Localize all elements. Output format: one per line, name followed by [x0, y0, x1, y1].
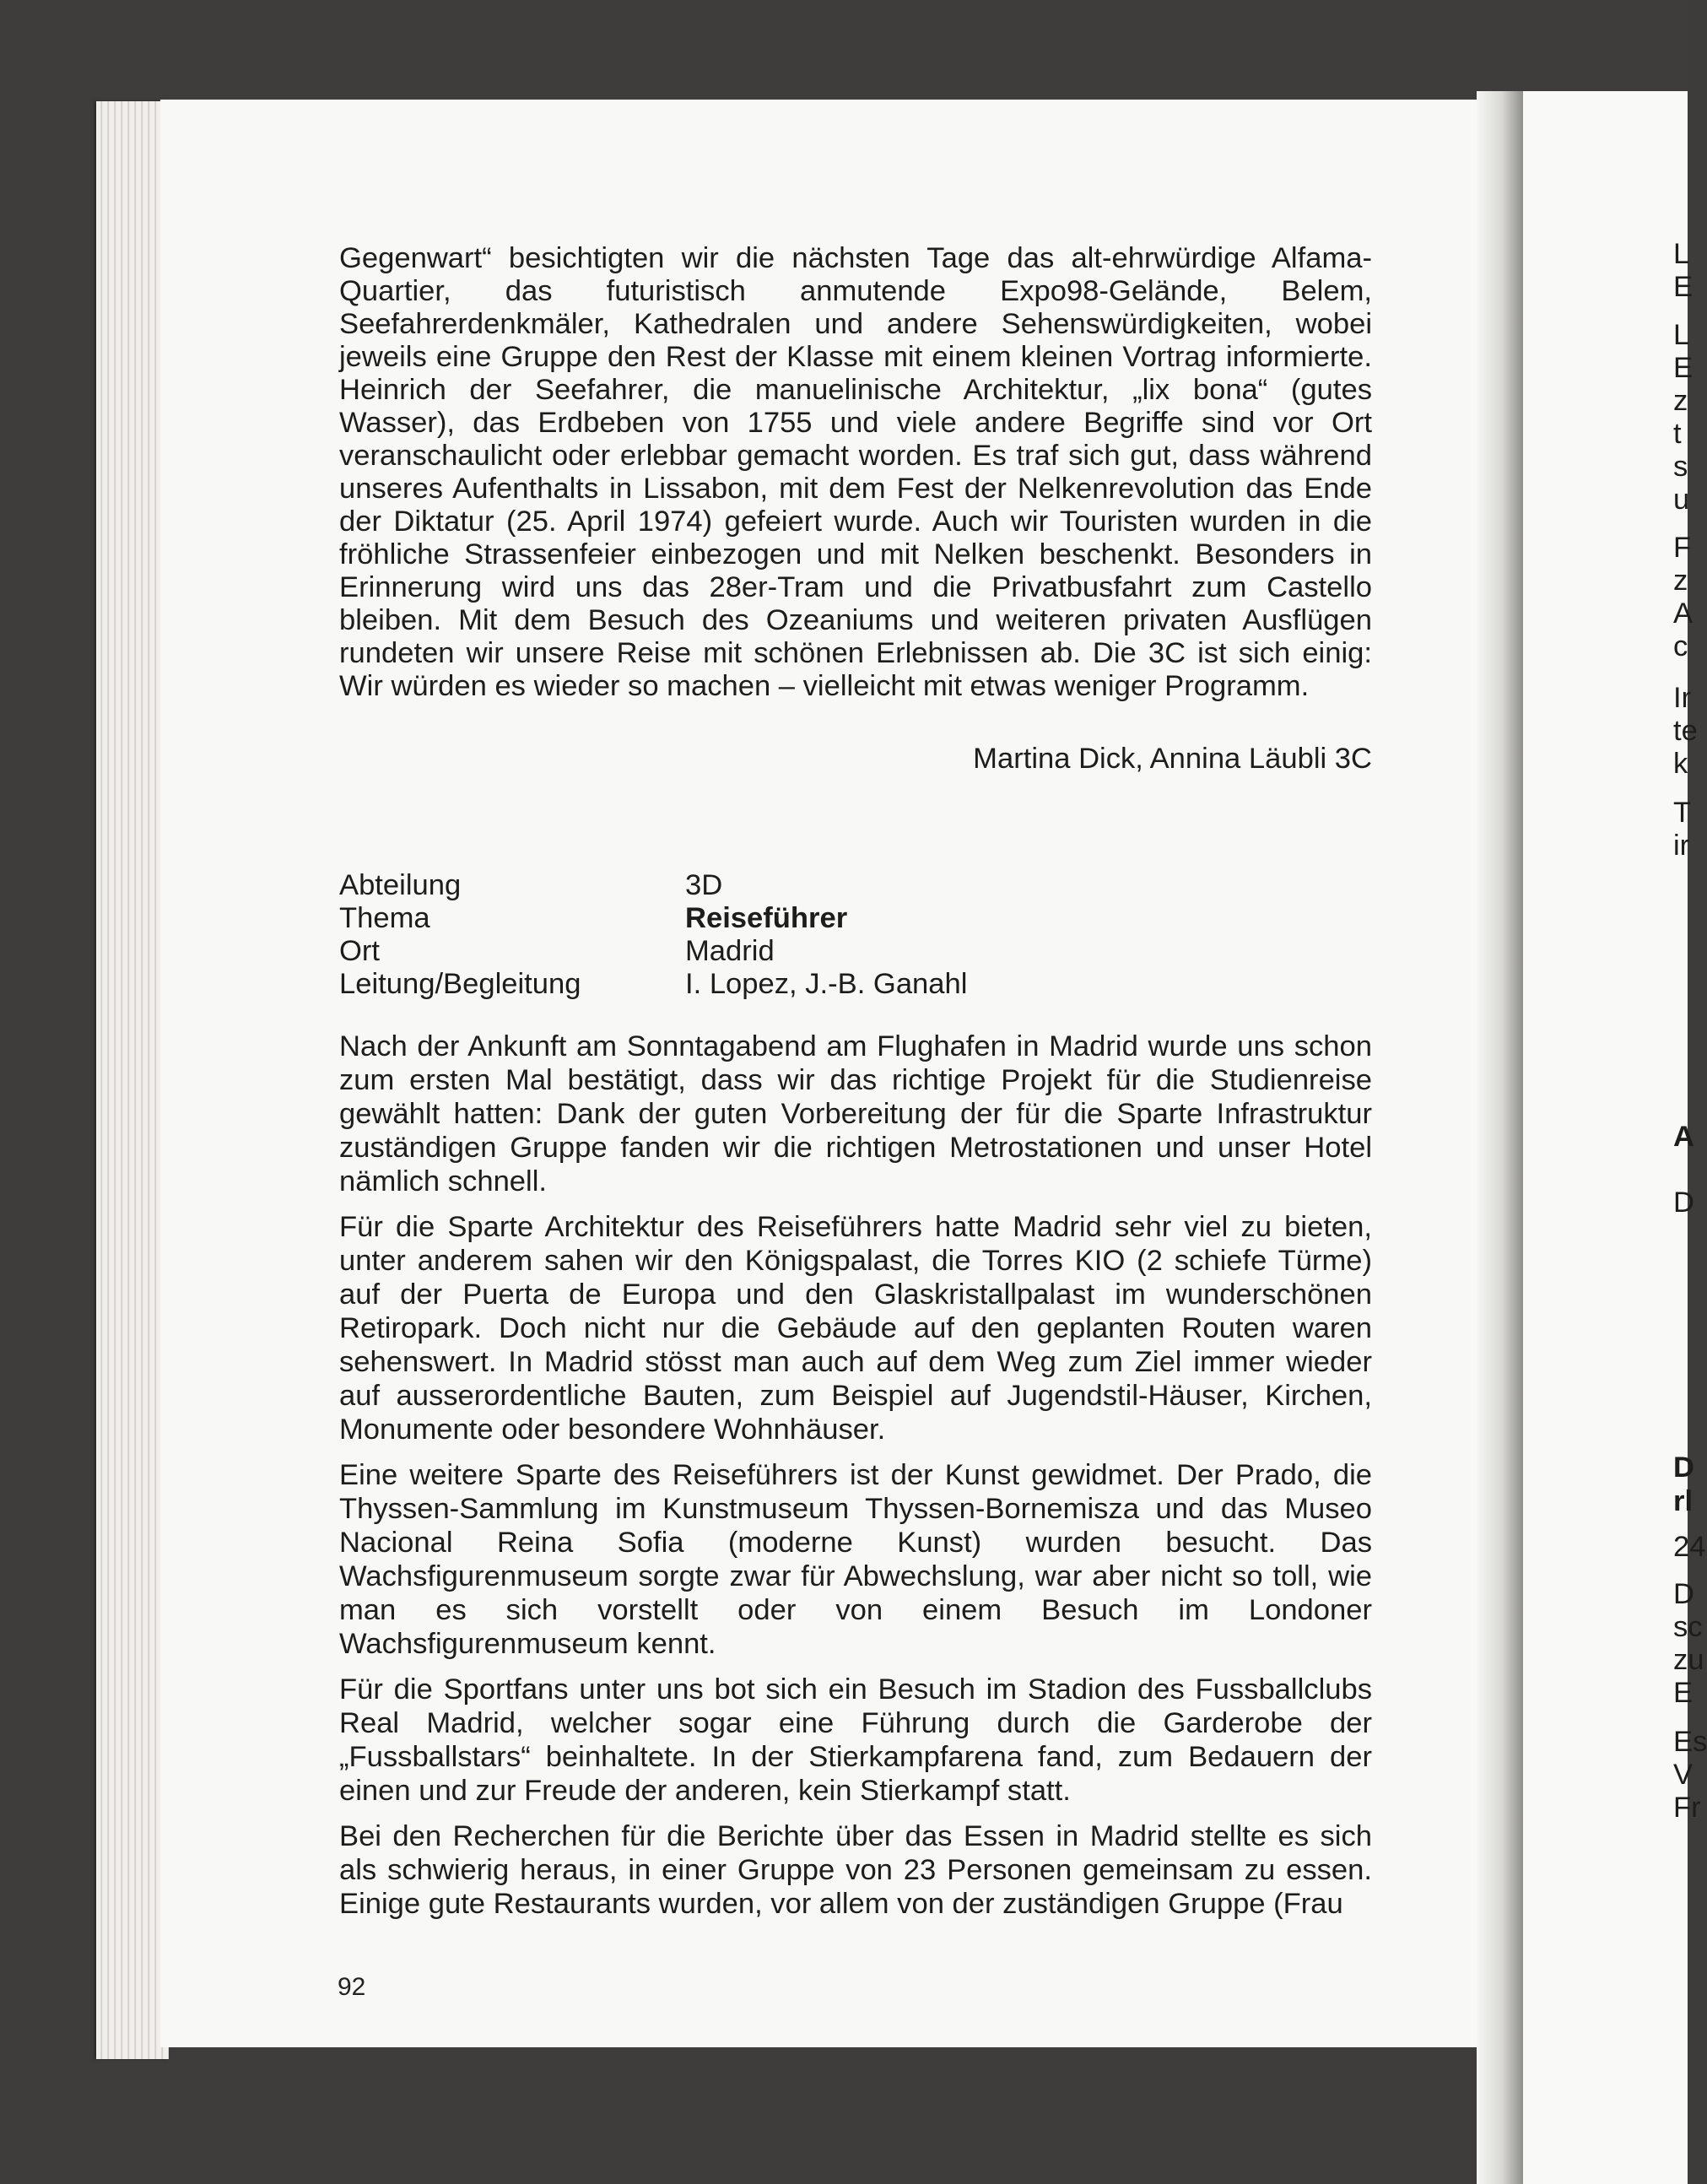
right-page-fragment: Ir — [1673, 682, 1692, 714]
meta-row-ort — [339, 935, 967, 968]
right-page-fragment: Fr — [1673, 1792, 1701, 1824]
right-page — [1523, 91, 1688, 2184]
report-paragraph: Für die Sportfans unter uns bot sich ein Besuch im Stadion des Fussballclubs Real Madrid, welcher sogar eine Führung durch die Garderobe der „Fussballstars“ beinhaltete. In der Stierkampfarena fand, zum Bedauern der einen und zur Freude der anderen, kein Stierkampf statt. — [339, 1673, 1372, 1807]
meta-value-title: Reiseführer — [685, 902, 848, 934]
right-page-fragment: t — [1673, 418, 1682, 450]
project-meta-table — [339, 869, 967, 1001]
right-page-fragment: rl — [1673, 1485, 1693, 1517]
meta-value: Madrid — [685, 935, 775, 967]
right-page-fragment: z — [1673, 385, 1688, 417]
report-paragraph: Nach der Ankunft am Sonntagabend am Flughafen in Madrid wurde uns schon zum ersten Mal bestätigt, dass wir das richtige Projekt für die Studienreise gewählt hatten: Dank der guten Vorbereitung der für die Sparte Infrastruktur zuständigen Gruppe fanden wir die richtigen Metrostationen und unser Hotel nämlich schnell. — [339, 1030, 1372, 1197]
meta-row-leitung — [339, 968, 967, 1001]
meta-label: Leitung/Begleitung — [339, 968, 581, 1000]
right-page-fragment: F — [1673, 532, 1692, 564]
report-paragraph: Für die Sparte Architektur des Reiseführers hatte Madrid sehr viel zu bieten, unter anderem sahen wir den Königspalast, die Torres KIO (2 schiefe Türme) auf der Puerta de Europa und den Glaskristallpalast im wunderschönen Retiropark. Doch nicht nur die Gebäude auf den geplanten Routen waren sehenswert. In Madrid stösst man auch auf dem Weg zum Ziel immer wieder auf ausserordentliche Bauten, zum Beispiel auf Jugendstil-Häuser, Kirchen, Monumente oder besondere Wohnhäuser. — [339, 1211, 1372, 1446]
right-page-fragment: V — [1673, 1759, 1693, 1791]
meta-row-abteilung — [339, 869, 967, 902]
right-page-fragment: D — [1673, 1451, 1694, 1484]
right-page-fragment: L — [1673, 319, 1690, 351]
report-paragraph: Bei den Recherchen für die Berichte über das Essen in Madrid stellte es sich als schwierig heraus, in einer Gruppe von 23 Personen gemeinsam zu essen. Einige gute Restaurants wurden, vor allem von der zuständigen Gruppe (Frau — [339, 1820, 1372, 1920]
right-page-fragment: E — [1673, 271, 1693, 303]
report-text-block — [339, 1030, 1372, 1921]
right-page-fragment: k — [1673, 748, 1688, 780]
right-page-fragment: E — [1673, 1677, 1693, 1709]
right-page-fragment: te — [1673, 715, 1698, 747]
right-page-fragment: D — [1673, 1187, 1694, 1219]
right-page-fragment: 24 — [1673, 1531, 1706, 1563]
report-paragraph: Eine weitere Sparte des Reiseführers ist der Kunst gewidmet. Der Prado, die Thyssen-Sammlung im Kunstmuseum Thyssen-Bornemisza und das Museo Nacional Reina Sofia (moderne Kunst) wurden besucht. Das Wachsfigurenmuseum sorgte zwar für Abwechslung, war aber nicht so toll, wie man es sich vorstellt oder von einem Besuch im Londoner Wachsfigurenmuseum kennt. — [339, 1459, 1372, 1660]
right-page-fragment: A — [1673, 1121, 1694, 1153]
right-page-fragment: c — [1673, 630, 1688, 662]
right-page-fragment: E — [1673, 352, 1693, 384]
right-page-fragment: A — [1673, 597, 1693, 630]
right-page-fragment: u — [1673, 484, 1690, 516]
meta-value: 3D — [685, 869, 723, 901]
page-number: 92 — [338, 1973, 366, 2001]
right-page-fragment: zu — [1673, 1644, 1704, 1676]
meta-value: I. Lopez, J.-B. Ganahl — [685, 968, 968, 1000]
intro-paragraph: Gegenwart“ besichtigten wir die nächsten Tage das alt-ehrwürdige Alfama-Quartier, das futuristisch anmutende Expo98-Gelände, Belem, Seefahrerdenkmäler, Kathedralen und andere Sehenswürdigkeiten, wobei jeweils eine Gruppe den Rest der Klasse mit einem kleinen Vortrag informierte. Heinrich der Seefahrer, die manuelinische Architektur, „lix bona“ (gutes Wasser), das Erdbeben von 1755 und viele andere Begriffe sind vor Ort veranschaulicht oder erlebbar gemacht worden. Es traf sich gut, dass während unseres Aufenthalts in Lissabon, mit dem Fest der Nelkenrevolution das Ende der Diktatur (25. April 1974) gefeiert wurde. Auch wir Touristen wurden in die fröhliche Strassenfeier einbezogen und mit Nelken beschenkt. Besonders in Erinnerung wird uns das 28er-Tram und die Privatbusfahrt zum Castello bleiben. Mit dem Besuch des Ozeaniums und weiteren privaten Ausflügen rundeten wir unsere Reise mit schönen Erlebnissen ab. Die 3C ist sich einig: Wir würden es wieder so machen – vielleicht mit etwas weniger Programm. — [339, 242, 1372, 702]
right-page-fragment: ir — [1673, 830, 1690, 862]
meta-label: Abteilung — [339, 869, 462, 901]
right-page-fragment: D — [1673, 1578, 1694, 1610]
article-signature: Martina Dick, Annina Läubli 3C — [973, 743, 1372, 775]
right-page-fragment: T — [1673, 797, 1692, 829]
right-page-fragment: sc — [1673, 1611, 1703, 1643]
right-page-fragment: Es — [1673, 1726, 1707, 1758]
right-page-fragment: s — [1673, 451, 1688, 483]
right-page-fragment: L — [1673, 238, 1690, 270]
page-stack-edges — [96, 101, 169, 2059]
right-page-fragment: z — [1673, 565, 1688, 597]
book-gutter — [1477, 91, 1523, 2184]
meta-label: Thema — [339, 902, 430, 934]
meta-row-thema — [339, 902, 967, 935]
meta-label: Ort — [339, 935, 381, 967]
intro-text-block — [339, 242, 1372, 703]
